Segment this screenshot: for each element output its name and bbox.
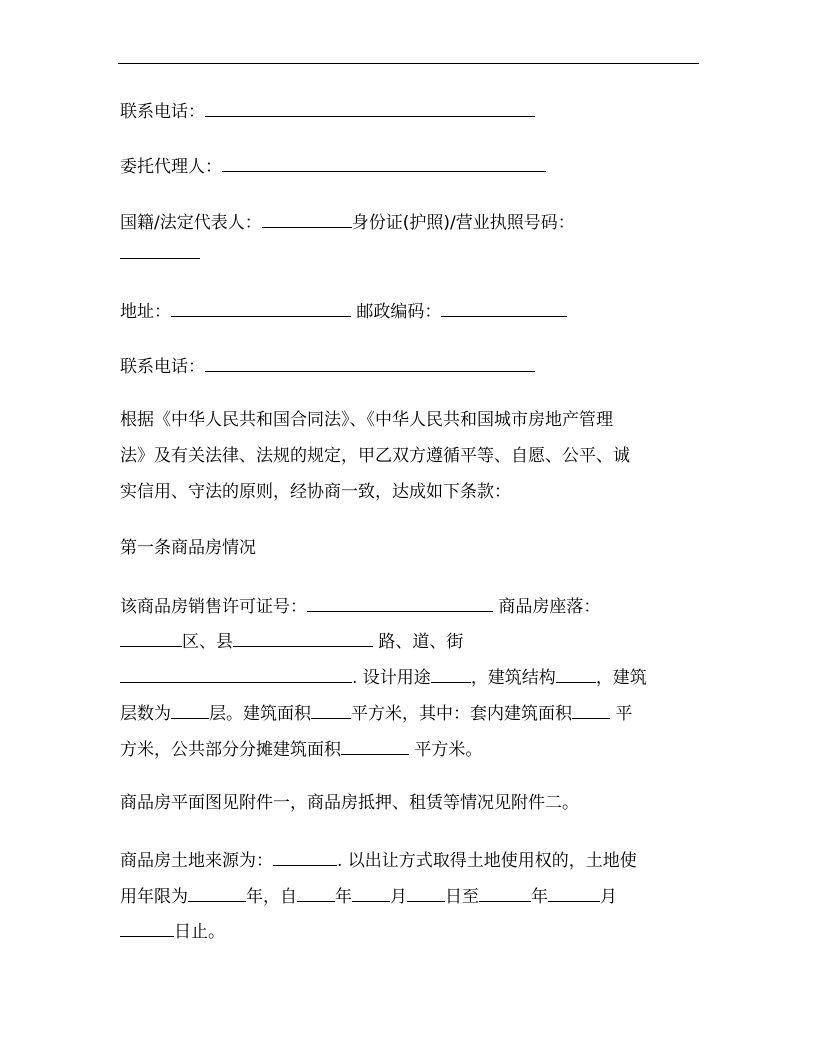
term-from-label: 年，自: [246, 887, 297, 907]
road-blank[interactable]: [233, 628, 373, 647]
permit-line: [120, 593, 600, 617]
street-blank[interactable]: [120, 664, 352, 683]
contact-phone-line-1: [120, 98, 535, 122]
nationality-blank[interactable]: [262, 209, 352, 228]
design-label: . 设计用途: [352, 668, 431, 688]
term-years-blank[interactable]: [188, 883, 246, 902]
district-label: 区、县: [182, 632, 233, 652]
contact-phone-blank[interactable]: [205, 98, 535, 117]
land-source-label: 商品房土地来源为：: [120, 851, 273, 871]
basis-text: 法》及有关法律、法规的规定，甲乙双方遵循平等、自愿、公平、诚: [120, 446, 630, 466]
article-1-title: [120, 536, 256, 560]
agent-blank[interactable]: [222, 153, 546, 172]
article-title-text: 第一条商品房情况: [120, 538, 256, 558]
floors-blank[interactable]: [171, 700, 209, 719]
start-year-label: 年: [335, 887, 352, 907]
structure-blank[interactable]: [556, 664, 596, 683]
land-term-line: [120, 883, 617, 907]
land-use-text: . 以出让方式取得土地使用权的，土地使: [337, 851, 637, 871]
floor-area-blank[interactable]: [311, 700, 351, 719]
basis-text: 根据《中华人民共和国合同法》、《中华人民共和国城市房地产管理: [120, 410, 613, 430]
attachments-line: [120, 791, 579, 815]
basis-paragraph-line: [120, 444, 630, 468]
basis-text: 实信用、守法的原则，经协商一致，达成如下条款：: [120, 482, 511, 502]
land-source-line: [120, 847, 637, 871]
permit-label: 该商品房销售许可证号：: [120, 597, 307, 617]
term-label: 用年限为: [120, 887, 188, 907]
shared-area-line: [120, 736, 482, 760]
floors-label: 层数为: [120, 704, 171, 724]
address-line: [120, 298, 567, 322]
inner-area-unit-start: 平: [615, 704, 633, 724]
land-source-blank[interactable]: [273, 847, 337, 866]
shared-area-label: 方米，公共部分分摊建筑面积: [120, 740, 341, 760]
inner-area-label: 平方米，其中：套内建筑面积: [351, 704, 572, 724]
agent-label: 委托代理人：: [120, 157, 222, 177]
end-year-blank[interactable]: [479, 883, 531, 902]
contact-phone-label: 联系电话：: [120, 357, 205, 377]
district-blank[interactable]: [120, 628, 182, 647]
postal-code-label: 邮政编码：: [356, 302, 442, 322]
road-label: 路、道、街: [378, 632, 464, 652]
design-line: [120, 664, 647, 688]
nationality-label: 国籍/法定代表人：: [120, 213, 262, 233]
contact-phone-line-2: [120, 353, 535, 377]
floors-prefix-label: ，建筑: [595, 668, 647, 688]
end-month-blank[interactable]: [548, 883, 600, 902]
shared-area-unit: 平方米。: [414, 740, 483, 760]
id-number-label: 身份证(护照)/营业执照号码：: [351, 213, 575, 233]
agent-line: [120, 153, 546, 177]
end-month-label: 月: [600, 887, 617, 907]
end-day-label: 日止。: [174, 922, 225, 942]
start-month-label: 月: [390, 887, 407, 907]
header-rule: [118, 63, 699, 64]
location-label: 商品房座落：: [498, 597, 601, 617]
address-label: 地址：: [120, 302, 171, 322]
basis-paragraph-line: [120, 408, 613, 432]
postal-code-blank[interactable]: [441, 298, 567, 317]
permit-blank[interactable]: [307, 593, 493, 612]
contact-phone-blank[interactable]: [205, 353, 535, 372]
start-day-to-label: 日至: [445, 887, 479, 907]
start-month-blank[interactable]: [352, 883, 390, 902]
id-number-line: [120, 240, 200, 264]
nationality-line: [120, 209, 575, 233]
design-blank[interactable]: [431, 664, 471, 683]
attachments-text: 商品房平面图见附件一，商品房抵押、租赁等情况见附件二。: [120, 793, 579, 813]
shared-area-blank[interactable]: [341, 736, 409, 755]
address-blank[interactable]: [171, 298, 351, 317]
basis-paragraph-line: [120, 480, 511, 504]
end-year-label: 年: [531, 887, 548, 907]
floor-area-label: 层。建筑面积: [209, 704, 311, 724]
end-day-blank[interactable]: [120, 918, 174, 937]
term-end-line: [120, 918, 225, 942]
start-day-blank[interactable]: [407, 883, 445, 902]
district-line: [120, 628, 463, 652]
inner-area-blank[interactable]: [572, 700, 610, 719]
start-year-blank[interactable]: [297, 883, 335, 902]
structure-label: ，建筑结构: [470, 668, 556, 688]
floor-area-line: [120, 700, 632, 724]
id-number-blank[interactable]: [120, 240, 200, 259]
contact-phone-label: 联系电话：: [120, 102, 205, 122]
